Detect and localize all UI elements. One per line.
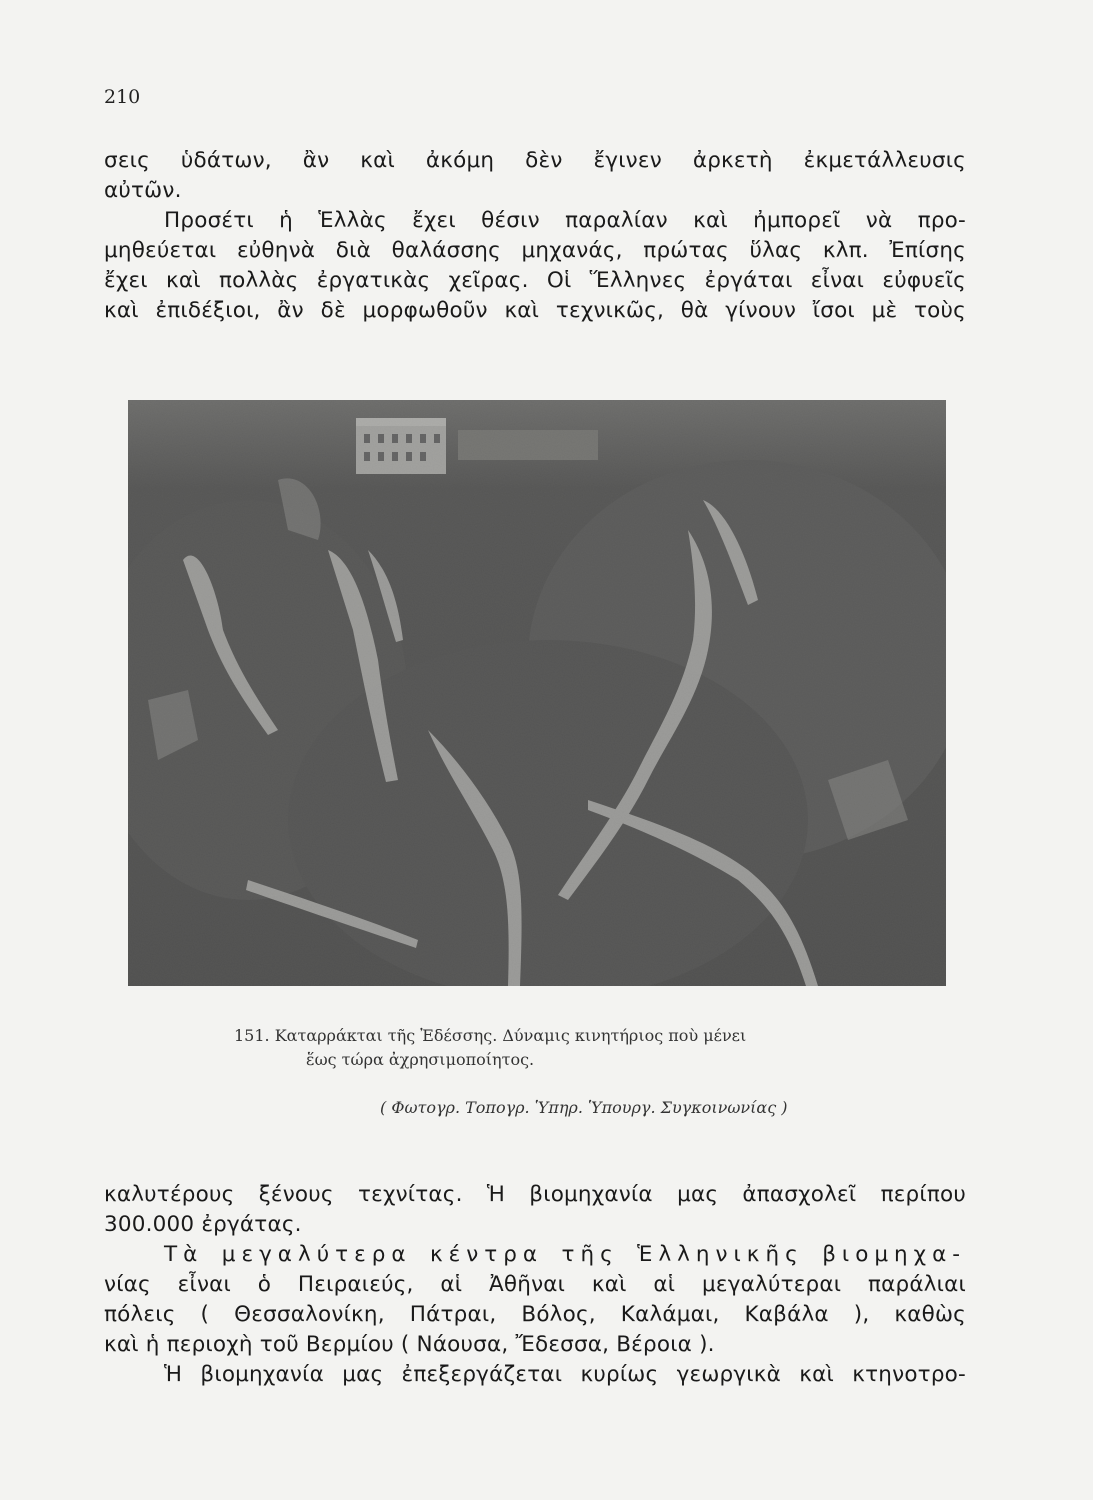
- text-line: Τὰ μεγαλύτερα κέντρα τῆς Ἑλληνικῆς βιομηχα-: [164, 1242, 966, 1267]
- text-line: Προσέτι ἡ Ἑλλὰς ἔχει θέσιν παραλίαν καὶ ἠμπορεῖ νὰ προ-: [164, 208, 966, 233]
- figure-caption: 151. Καταρράκται τῆς Ἐδέσσης. Δύναμις κινητήριος ποὺ μένει: [234, 1026, 747, 1045]
- text-line: νίας εἶναι ὁ Πειραιεύς, αἱ Ἀθῆναι καὶ αἱ μεγαλύτεραι παράλιαι: [104, 1272, 966, 1297]
- waterfall-photo: [128, 400, 946, 986]
- text-line: 300.000 ἐργάτας.: [104, 1212, 302, 1237]
- photo-credit: ( Φωτογρ. Τοπογρ. Ὑπηρ. Ὑπουργ. Συγκοινωνίας ): [380, 1098, 788, 1117]
- figure-caption-continued: ἕως τώρα ἀχρησιμοποίητος.: [306, 1050, 535, 1069]
- text-line: σεις ὑδάτων, ἂν καὶ ἀκόμη δὲν ἔγινεν ἀρκετὴ ἐκμετάλλευσις: [104, 148, 966, 173]
- text-line: καλυτέρους ξένους τεχνίτας. Ἡ βιομηχανία μας ἀπασχολεῖ περίπου: [104, 1182, 966, 1207]
- page-number: 210: [104, 86, 141, 108]
- text-line: καὶ ἡ περιοχὴ τοῦ Βερμίου ( Νάουσα, Ἔδεσσα, Βέροια ).: [104, 1332, 715, 1357]
- text-line: ἔχει καὶ πολλὰς ἐργατικὰς χεῖρας. Οἱ Ἕλληνες ἐργάται εἶναι εὐφυεῖς: [104, 268, 966, 293]
- text-bottom: [104, 1180, 966, 1390]
- text-top: [104, 146, 966, 326]
- text-line: πόλεις ( Θεσσαλονίκη, Πάτραι, Βόλος, Καλάμαι, Καβάλα ), καθὼς: [104, 1302, 966, 1327]
- text-line: αὐτῶν.: [104, 178, 182, 203]
- text-line: Ἡ βιομηχανία μας ἐπεξεργάζεται κυρίως γεωργικὰ καὶ κτηνοτρο-: [164, 1362, 966, 1387]
- text-line: μηθεύεται εὐθηνὰ διὰ θαλάσσης μηχανάς, πρώτας ὕλας κλπ. Ἐπίσης: [104, 238, 966, 263]
- text-line: καὶ ἐπιδέξιοι, ἂν δὲ μορφωθοῦν καὶ τεχνικῶς, θὰ γίνουν ἴσοι μὲ τοὺς: [104, 298, 966, 323]
